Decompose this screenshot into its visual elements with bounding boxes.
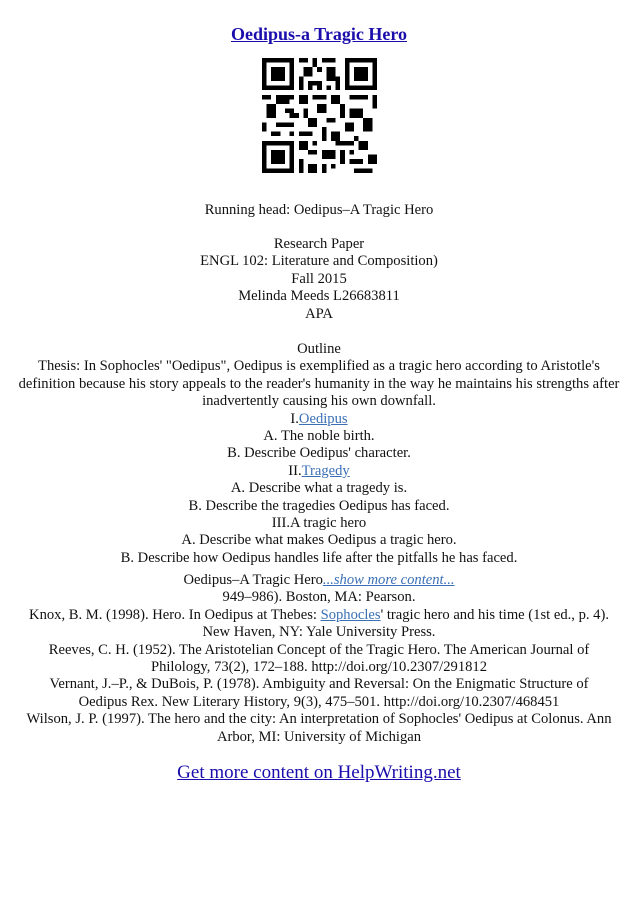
- helpwriting-link[interactable]: Get more content on HelpWriting.net: [177, 762, 461, 783]
- running-head-text: Running head: Oedipus–A Tragic Hero: [204, 202, 434, 218]
- outline-item: B. Describe how Oedipus handles life after the pitfalls he has faced.: [120, 549, 518, 566]
- outline-item: A. Describe what makes Oedipus a tragic hero.: [181, 532, 457, 549]
- outline-section-3: III.A tragic hero: [271, 515, 367, 532]
- outline: [0, 341, 638, 567]
- references: [0, 572, 638, 746]
- sophocles-link[interactable]: Sophocles: [320, 606, 381, 623]
- outline-item: B. Describe the tragedies Oedipus has faced.: [188, 497, 450, 514]
- term: Fall 2015: [291, 270, 347, 287]
- reference-line: 949–986). Boston, MA: Pearson.: [222, 589, 416, 606]
- reference-knox-text: Knox, B. M. (1998). Hero. In Oedipus at Thebes:: [29, 606, 321, 623]
- qr-code: [262, 58, 377, 173]
- author: Melinda Meeds L26683811: [238, 288, 400, 305]
- running-head: [0, 202, 638, 219]
- outline-section-2: [0, 463, 638, 480]
- reference-knox-text: ' tragic hero and his time (1st ed., p. 4).: [380, 606, 609, 623]
- document-title-link[interactable]: Oedipus-a Tragic Hero: [230, 24, 407, 44]
- course: ENGL 102: Literature and Composition): [200, 253, 438, 270]
- outline-section-1: [0, 411, 638, 428]
- outline-heading: Outline: [297, 341, 341, 357]
- outline-section-2-number: II.: [288, 462, 302, 479]
- outline-item: A. The noble birth.: [263, 428, 375, 445]
- tragedy-link[interactable]: Tragedy: [301, 462, 350, 479]
- reference-knox: [0, 607, 638, 624]
- reference-knox-publisher: New Haven, NY: Yale University Press.: [202, 624, 436, 641]
- reference-vernant: Vernant, J.–P., & DuBois, P. (1978). Ambiguity and Reversal: On the Enigmatic Structure of Oedipus Rex. New Literary History, 9(3), 475–501. http://doi.org/10.2307/468451: [49, 676, 589, 710]
- reference-wilson: Wilson, J. P. (1997). The hero and the city: An interpretation of Sophocles' Oedipus at Colonus. Ann Arbor, MI: University of Michigan: [26, 711, 612, 745]
- outline-item: A. Describe what a tragedy is.: [230, 480, 408, 497]
- thesis-statement: Thesis: In Sophocles' "Oedipus", Oedipus is exemplified as a tragic hero according to Aristotle's definition because his story appeals to the reader's humanity in the way he maintains his strengths after inadvertently causing his own downfall.: [18, 358, 620, 410]
- citation-style: APA: [305, 305, 333, 322]
- outline-section-1-number: I.: [290, 410, 299, 427]
- title-page-header: [0, 236, 638, 323]
- outline-item: B. Describe Oedipus' character.: [227, 445, 411, 462]
- excerpt-title: Oedipus–A Tragic Hero: [183, 572, 323, 588]
- oedipus-link[interactable]: Oedipus: [298, 410, 348, 427]
- excerpt-break: [0, 572, 638, 589]
- paper-type: Research Paper: [273, 236, 365, 252]
- show-more-link[interactable]: ...show more content...: [322, 572, 455, 588]
- reference-reeves: Reeves, C. H. (1952). The Aristotelian Concept of the Tragic Hero. The American Journal of Philology, 73(2), 172–188. http://doi.org/10.2307/291812: [48, 641, 590, 676]
